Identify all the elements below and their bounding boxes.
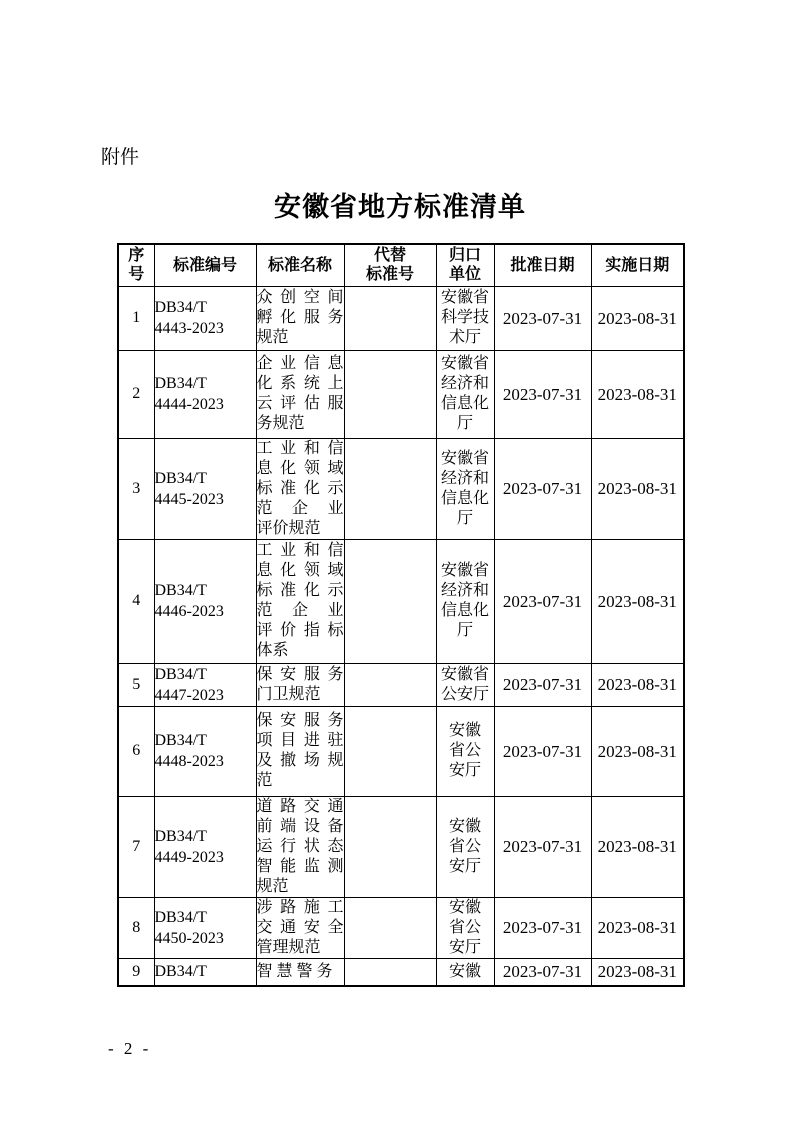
cell-standard-name: 智 慧 警 务 <box>256 958 344 986</box>
cell-standard-code: DB34/T 4447-2023 <box>154 663 256 706</box>
cell-replaced-standard <box>344 897 436 958</box>
table-row <box>118 706 684 796</box>
page-number: - 2 - <box>108 1039 152 1058</box>
cell-responsible-unit: 安徽 省公 安厅 <box>436 796 494 897</box>
cell-responsible-unit: 安徽省 经济和 信息化 厅 <box>436 539 494 663</box>
cell-standard-name: 工 业 和 信 息 化 领 域 标 准 化 示 范 企 业 评 价 指 标 体系 <box>256 539 344 663</box>
cell-implementation-date: 2023-08-31 <box>591 663 684 706</box>
cell-standard-code: DB34/T <box>154 958 256 986</box>
cell-replaced-standard <box>344 796 436 897</box>
cell-serial-number: 1 <box>118 286 154 350</box>
attachment-label: 附件 <box>101 147 140 168</box>
cell-serial-number: 8 <box>118 897 154 958</box>
cell-serial-number: 9 <box>118 958 154 986</box>
cell-standard-name: 涉 路 施 工 交 通 安 全 管理规范 <box>256 897 344 958</box>
cell-serial-number: 6 <box>118 706 154 796</box>
cell-replaced-standard <box>344 958 436 986</box>
cell-standard-name: 保 安 服 务 项 目 进 驻 及 撤 场 规 范 <box>256 706 344 796</box>
header-approval-date: 批准日期 <box>494 244 591 286</box>
header-implementation-date: 实施日期 <box>591 244 684 286</box>
cell-responsible-unit: 安徽 <box>436 958 494 986</box>
cell-standard-name: 保 安 服 务 门卫规范 <box>256 663 344 706</box>
cell-responsible-unit: 安徽 省公 安厅 <box>436 897 494 958</box>
cell-implementation-date: 2023-08-31 <box>591 438 684 539</box>
cell-standard-name: 企 业 信 息 化 系 统 上 云 评 估 服 务规范 <box>256 350 344 438</box>
table-row <box>118 539 684 663</box>
cell-approval-date: 2023-07-31 <box>494 539 591 663</box>
header-responsible-unit: 归口 单位 <box>436 244 494 286</box>
cell-approval-date: 2023-07-31 <box>494 796 591 897</box>
cell-replaced-standard <box>344 350 436 438</box>
cell-responsible-unit: 安徽省 经济和 信息化 厅 <box>436 438 494 539</box>
cell-serial-number: 4 <box>118 539 154 663</box>
cell-replaced-standard <box>344 539 436 663</box>
cell-standard-code: DB34/T 4448-2023 <box>154 706 256 796</box>
cell-approval-date: 2023-07-31 <box>494 438 591 539</box>
table-row <box>118 897 684 958</box>
cell-approval-date: 2023-07-31 <box>494 958 591 986</box>
cell-implementation-date: 2023-08-31 <box>591 796 684 897</box>
cell-responsible-unit: 安徽 省公 安厅 <box>436 706 494 796</box>
cell-serial-number: 2 <box>118 350 154 438</box>
cell-serial-number: 3 <box>118 438 154 539</box>
table-row <box>118 286 684 350</box>
header-replaced-standard: 代替 标准号 <box>344 244 436 286</box>
header-standard-name: 标准名称 <box>256 244 344 286</box>
table-row <box>118 958 684 986</box>
cell-standard-code: DB34/T 4445-2023 <box>154 438 256 539</box>
cell-approval-date: 2023-07-31 <box>494 663 591 706</box>
cell-serial-number: 7 <box>118 796 154 897</box>
table-header-row <box>118 244 684 286</box>
cell-implementation-date: 2023-08-31 <box>591 958 684 986</box>
cell-responsible-unit: 安徽省 科学技 术厅 <box>436 286 494 350</box>
cell-replaced-standard <box>344 706 436 796</box>
cell-implementation-date: 2023-08-31 <box>591 539 684 663</box>
cell-standard-code: DB34/T 4446-2023 <box>154 539 256 663</box>
cell-standard-code: DB34/T 4449-2023 <box>154 796 256 897</box>
cell-implementation-date: 2023-08-31 <box>591 350 684 438</box>
cell-implementation-date: 2023-08-31 <box>591 897 684 958</box>
cell-responsible-unit: 安徽省 经济和 信息化 厅 <box>436 350 494 438</box>
cell-implementation-date: 2023-08-31 <box>591 286 684 350</box>
header-serial-number: 序 号 <box>118 244 154 286</box>
cell-replaced-standard <box>344 286 436 350</box>
cell-approval-date: 2023-07-31 <box>494 350 591 438</box>
cell-serial-number: 5 <box>118 663 154 706</box>
cell-responsible-unit: 安徽省 公安厅 <box>436 663 494 706</box>
cell-approval-date: 2023-07-31 <box>494 706 591 796</box>
cell-implementation-date: 2023-08-31 <box>591 706 684 796</box>
cell-approval-date: 2023-07-31 <box>494 897 591 958</box>
table-row <box>118 438 684 539</box>
cell-replaced-standard <box>344 438 436 539</box>
cell-standard-code: DB34/T 4450-2023 <box>154 897 256 958</box>
page-title: 安徽省地方标准清单 <box>274 192 526 222</box>
cell-replaced-standard <box>344 663 436 706</box>
table-row <box>118 663 684 706</box>
cell-standard-name: 工 业 和 信 息 化 领 域 标 准 化 示 范 企 业 评价规范 <box>256 438 344 539</box>
cell-standard-name: 众 创 空 间 孵 化 服 务 规范 <box>256 286 344 350</box>
cell-standard-name: 道 路 交 通 前 端 设 备 运 行 状 态 智 能 监 测 规范 <box>256 796 344 897</box>
cell-standard-code: DB34/T 4443-2023 <box>154 286 256 350</box>
table-row <box>118 350 684 438</box>
header-standard-code: 标准编号 <box>154 244 256 286</box>
standards-table <box>117 243 685 987</box>
table-row <box>118 796 684 897</box>
cell-approval-date: 2023-07-31 <box>494 286 591 350</box>
cell-standard-code: DB34/T 4444-2023 <box>154 350 256 438</box>
